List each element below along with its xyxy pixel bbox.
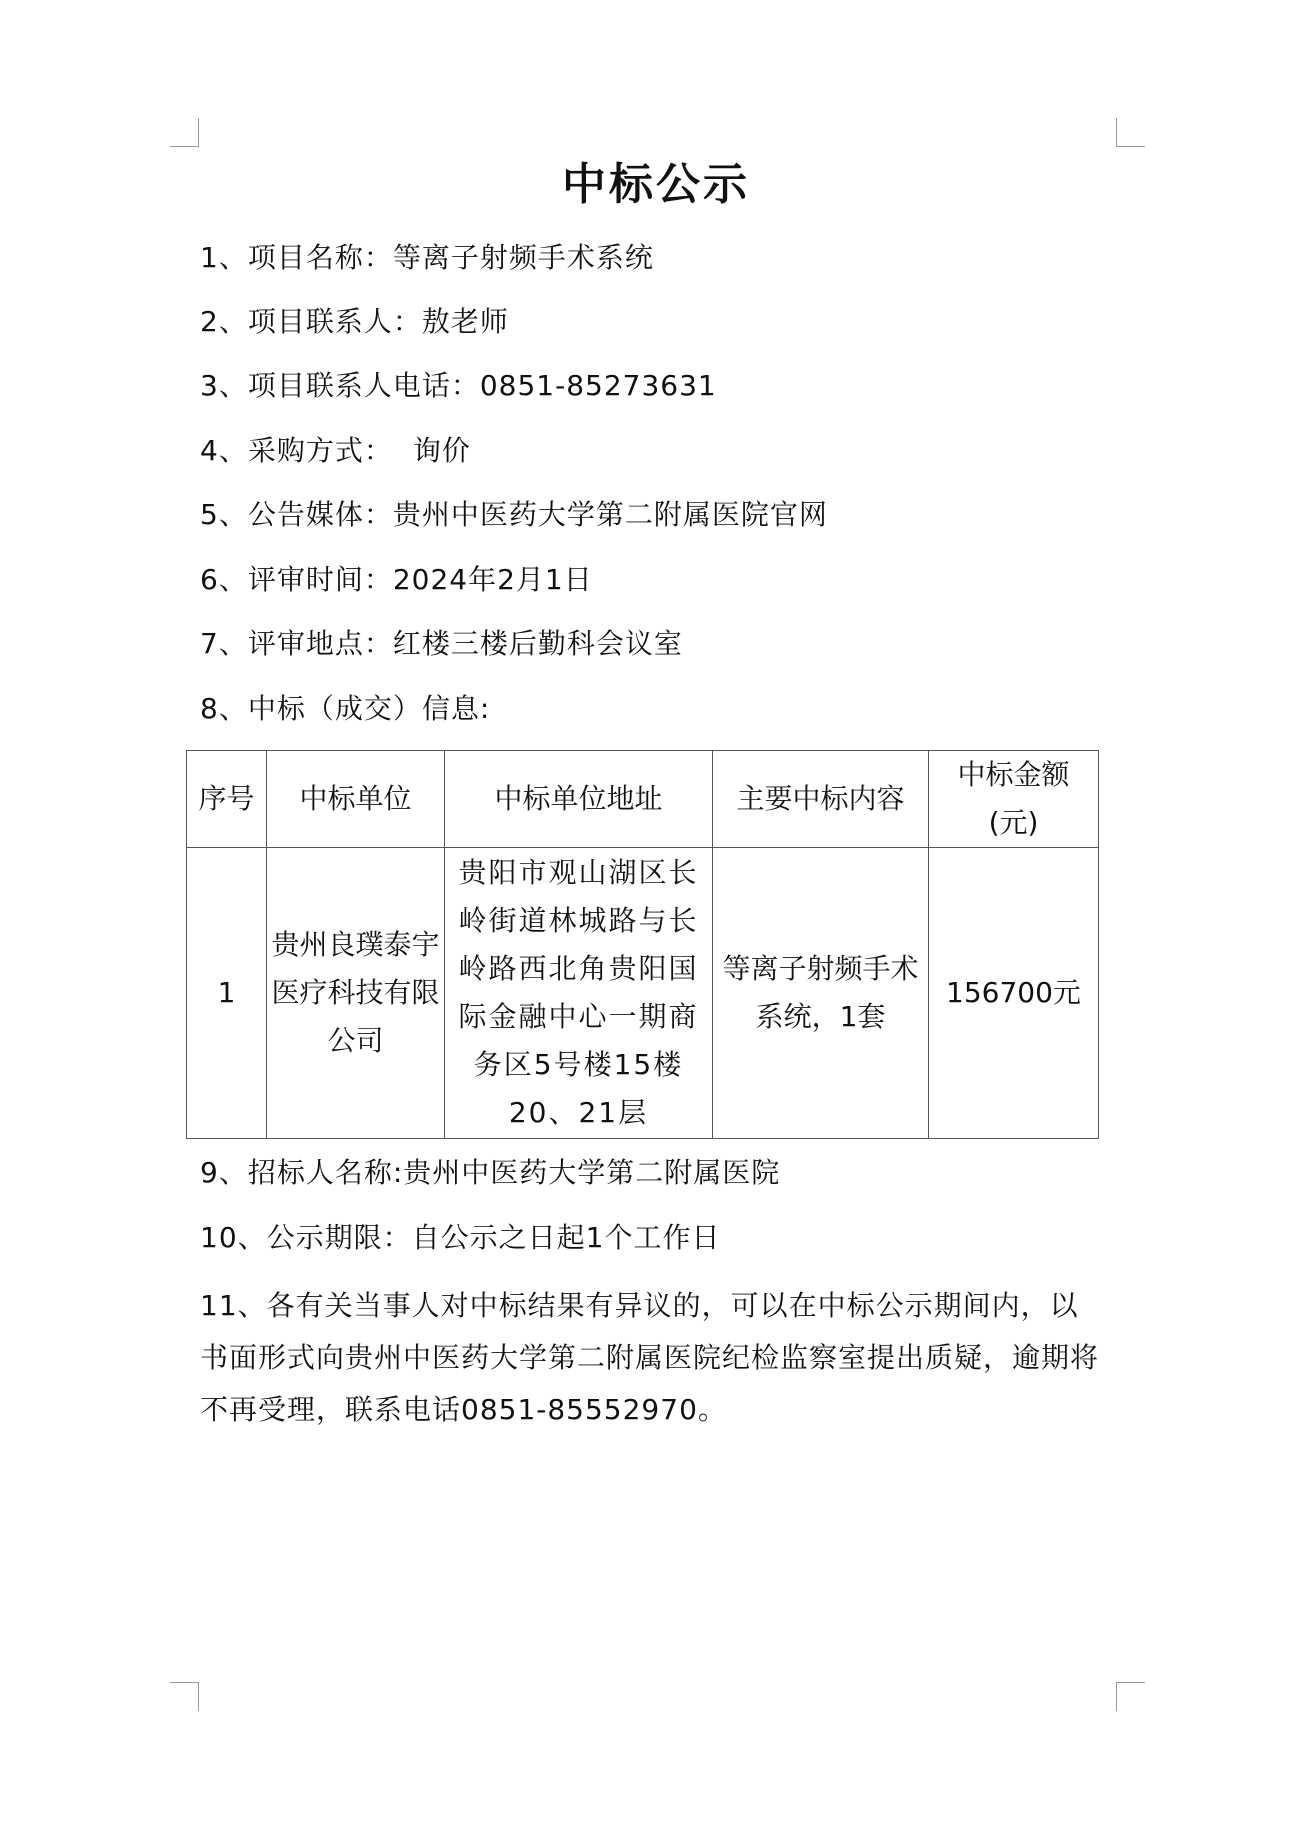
cell-index: 1 — [187, 848, 267, 1139]
cell-company: 贵州良璞泰宇医疗科技有限公司 — [267, 848, 445, 1139]
item-award-info-heading: 8、中标（成交）信息: — [200, 692, 491, 725]
objection-notice: 11、各有关当事人对中标结果有异议的，可以在中标公示期间内，以书面形式向贵州中医药大学第二附属医院纪检监察室提出质疑，逾期将不再受理，联系电话0851-85552970。 — [200, 1289, 1100, 1426]
table-header-row — [187, 751, 1099, 848]
item-contact-phone: 3、项目联系人电话：0851-85273631 — [200, 369, 717, 402]
table-row — [187, 848, 1099, 1139]
header-amount: 中标金额(元) — [929, 751, 1099, 848]
award-table — [186, 750, 1099, 1139]
crop-mark-bottom-right — [1116, 1682, 1145, 1711]
cell-address: 贵阳市观山湖区长岭街道林城路与长岭路西北角贵阳国际金融中心一期商务区5号楼15楼20、21层 — [445, 848, 713, 1139]
header-index: 序号 — [187, 751, 267, 848]
item-announcement-media: 5、公告媒体：贵州中医药大学第二附属医院官网 — [200, 498, 828, 531]
item-tenderer-name: 9、招标人名称:贵州中医药大学第二附属医院 — [200, 1156, 781, 1189]
cell-amount: 156700元 — [929, 848, 1099, 1139]
item-review-location: 7、评审地点：红楼三楼后勤科会议室 — [200, 627, 683, 660]
header-content: 主要中标内容 — [713, 751, 929, 848]
crop-mark-top-left — [170, 118, 199, 147]
crop-mark-bottom-left — [170, 1682, 199, 1711]
item-review-time: 6、评审时间：2024年2月1日 — [200, 563, 593, 596]
header-company: 中标单位 — [267, 751, 445, 848]
page-title: 中标公示 — [562, 159, 750, 210]
item-project-name: 1、项目名称：等离子射频手术系统 — [200, 241, 654, 274]
item-contact-person: 2、项目联系人：敖老师 — [200, 305, 509, 338]
header-address: 中标单位地址 — [445, 751, 713, 848]
item-publicity-period: 10、公示期限：自公示之日起1个工作日 — [200, 1221, 721, 1254]
crop-mark-top-right — [1116, 118, 1145, 147]
cell-content: 等离子射频手术系统，1套 — [713, 848, 929, 1139]
item-procurement-method: 4、采购方式： 询价 — [200, 434, 471, 467]
